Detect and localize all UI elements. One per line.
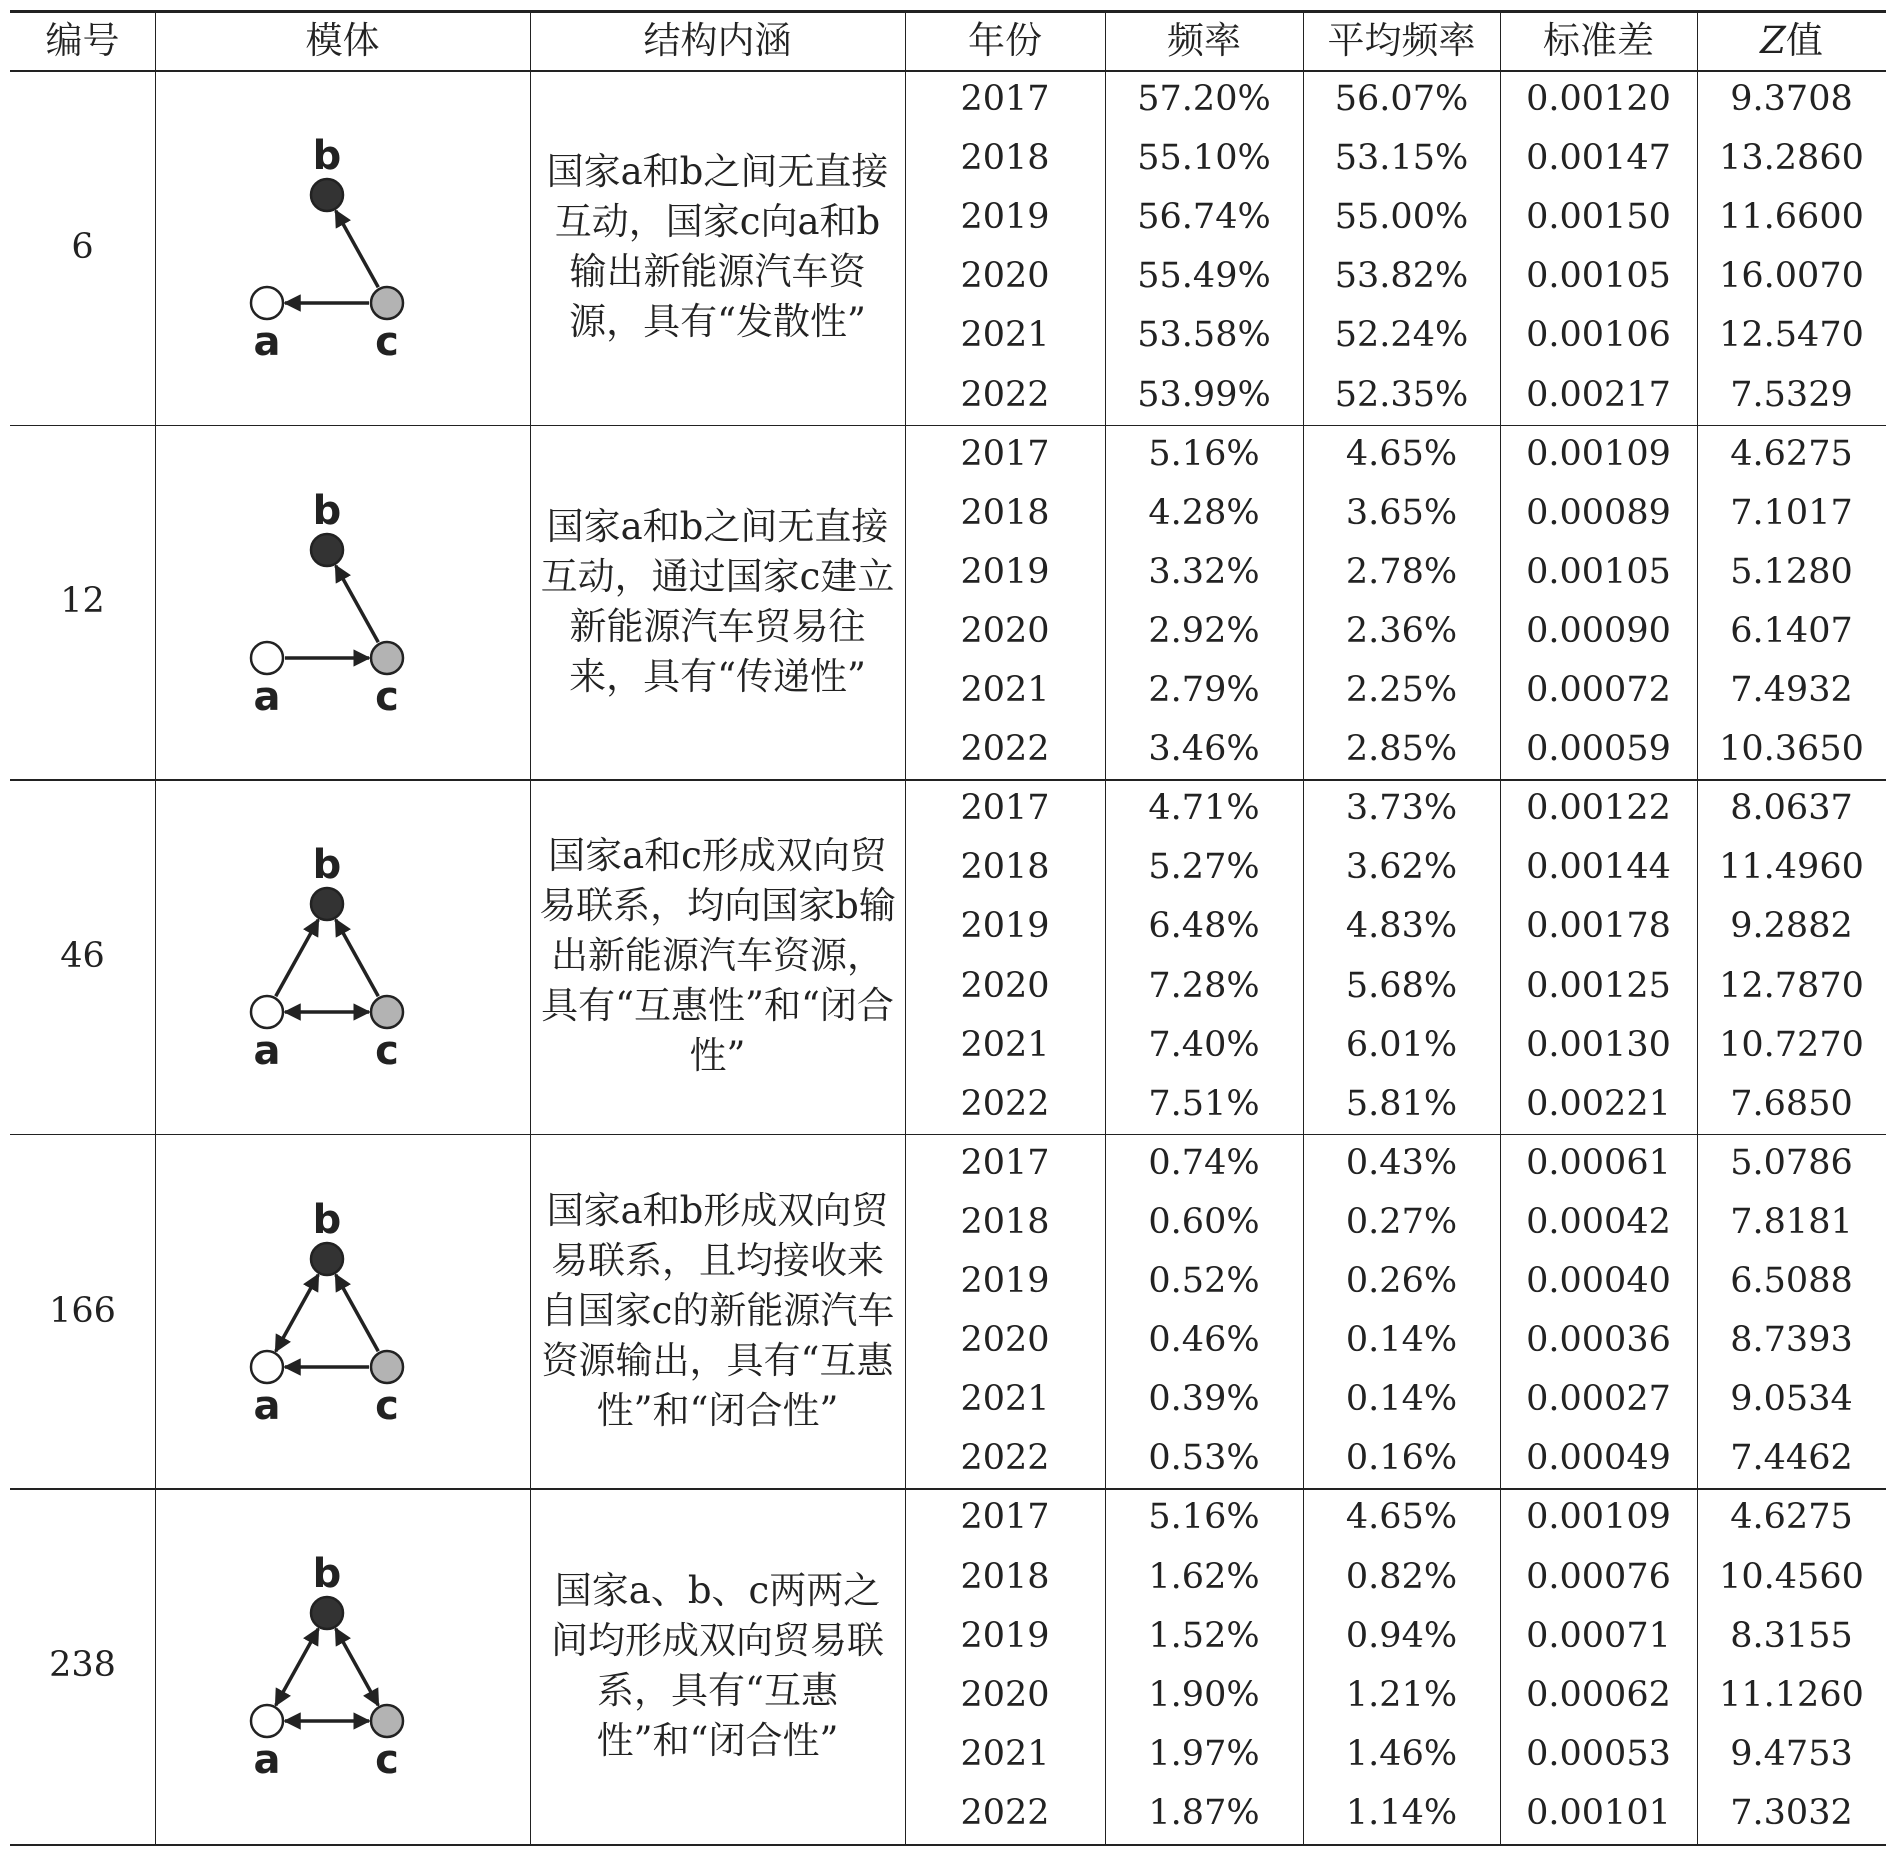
motif-diagram [202,1525,482,1805]
cell-freq: 1.97% [1148,1733,1260,1774]
cell-std: 0.00147 [1526,138,1671,179]
cell-avg: 56.07% [1334,79,1469,120]
cell-freq: 4.28% [1148,492,1260,533]
cell-z: 7.3032 [1730,1792,1853,1833]
cell-std: 0.00109 [1526,433,1671,474]
cell-z: 5.0786 [1730,1142,1853,1183]
cell-std: 0.00090 [1526,610,1671,651]
cell-std: 0.00125 [1526,965,1671,1006]
cell-z: 8.0637 [1730,788,1853,829]
cell-z: 11.4960 [1719,847,1864,888]
node-label-a: a [253,1028,281,1075]
structure-meaning [530,70,905,425]
cell-avg: 1.46% [1345,1733,1458,1774]
cell-avg: 0.26% [1345,1261,1458,1302]
cell-avg: 52.24% [1334,315,1469,356]
cell-year: 2018 [960,1556,1050,1597]
cell-freq: 5.16% [1148,433,1260,474]
cell-z: 13.2860 [1719,138,1864,179]
column-divider [155,10,156,1846]
cell-avg: 3.65% [1345,492,1458,533]
cell-avg: 3.73% [1345,788,1458,829]
table-rule [10,1844,1886,1847]
cell-year: 2020 [960,1674,1050,1715]
node-b [311,888,343,920]
structure-meaning [530,779,905,1134]
cell-z: 11.6600 [1719,197,1864,238]
cell-std: 0.00036 [1526,1320,1671,1361]
cell-year: 2021 [960,1379,1050,1420]
cell-year: 2018 [960,847,1050,888]
header-id: 编号 [45,18,120,62]
cell-year: 2021 [960,315,1050,356]
cell-std: 0.00109 [1526,1497,1671,1538]
cell-std: 0.00106 [1526,315,1671,356]
cell-std: 0.00071 [1526,1615,1671,1656]
structure-meaning [530,1488,905,1843]
structure-meaning-text: 国家a、b、c两两之间均形成双向贸易联系，具有“互惠性”和“闭合性” [551,1568,884,1762]
cell-year: 2022 [960,1083,1050,1124]
cell-freq: 0.46% [1148,1320,1260,1361]
cell-z: 7.5329 [1730,374,1853,415]
cell-avg: 2.36% [1345,610,1458,651]
cell-std: 0.00217 [1526,374,1671,415]
node-c [371,287,403,319]
cell-z: 11.1260 [1719,1674,1864,1715]
node-label-a: a [253,1737,281,1784]
cell-year: 2022 [960,374,1050,415]
motif-id: 238 [49,1645,116,1686]
cell-std: 0.00076 [1526,1556,1671,1597]
cell-avg: 2.25% [1345,670,1458,711]
cell-freq: 55.49% [1137,256,1271,297]
cell-z: 6.5088 [1730,1261,1853,1302]
cell-std: 0.00042 [1526,1201,1671,1242]
node-a [251,642,283,674]
cell-avg: 1.21% [1345,1674,1458,1715]
cell-std: 0.00027 [1526,1379,1671,1420]
cell-freq: 3.46% [1148,729,1260,770]
cell-z: 10.4560 [1719,1556,1864,1597]
cell-std: 0.00072 [1526,670,1671,711]
cell-avg: 0.82% [1345,1556,1458,1597]
cell-std: 0.00122 [1526,788,1671,829]
cell-freq: 7.51% [1148,1083,1260,1124]
structure-meaning-text: 国家a和b形成双向贸易联系，且均接收来自国家c的新能源汽车资源输出，具有“互惠性”和“闭合性” [540,1189,895,1433]
motif-diagram [202,816,482,1096]
cell-avg: 53.15% [1334,138,1469,179]
node-label-c: c [375,673,399,720]
cell-freq: 1.52% [1148,1615,1260,1656]
cell-freq: 55.10% [1137,138,1271,179]
cell-avg: 2.78% [1345,551,1458,592]
cell-freq: 5.16% [1148,1497,1260,1538]
cell-std: 0.00150 [1526,197,1671,238]
cell-avg: 0.14% [1345,1379,1458,1420]
motif-id: 166 [49,1290,116,1331]
node-label-c: c [375,1028,399,1075]
cell-year: 2018 [960,1201,1050,1242]
cell-z: 6.1407 [1730,610,1853,651]
node-label-b: b [312,842,342,889]
cell-year: 2021 [960,1733,1050,1774]
cell-z: 9.0534 [1730,1379,1853,1420]
cell-z: 12.5470 [1719,315,1864,356]
cell-std: 0.00049 [1526,1438,1671,1479]
cell-avg: 55.00% [1334,197,1469,238]
cell-avg: 4.83% [1345,906,1458,947]
cell-freq: 6.48% [1148,906,1260,947]
cell-z: 4.6275 [1730,1497,1853,1538]
cell-std: 0.00061 [1526,1142,1671,1183]
cell-z: 10.7270 [1719,1024,1864,1065]
node-label-c: c [375,1737,399,1784]
cell-year: 2018 [960,492,1050,533]
header-motif: 模体 [305,18,380,62]
cell-std: 0.00105 [1526,256,1671,297]
edge-c-b [336,920,379,997]
cell-z: 7.1017 [1730,492,1853,533]
cell-z: 9.3708 [1730,79,1853,120]
cell-z: 7.6850 [1730,1083,1853,1124]
node-a [251,996,283,1028]
structure-meaning-text: 国家a和b之间无直接互动，国家c向a和b输出新能源汽车资源，具有“发散性” [546,150,889,344]
node-b [311,179,343,211]
structure-meaning-text: 国家a和b之间无直接互动，通过国家c建立新能源汽车贸易往来，具有“传递性” [540,504,895,698]
cell-year: 2019 [960,1261,1050,1302]
node-label-b: b [312,487,342,534]
header-year: 年份 [968,18,1042,62]
cell-std: 0.00101 [1526,1792,1671,1833]
edge-a-b [276,1275,319,1352]
cell-z: 7.4932 [1730,670,1853,711]
motif-diagram [202,462,482,742]
cell-std: 0.00089 [1526,492,1671,533]
cell-freq: 2.79% [1148,670,1260,711]
cell-year: 2019 [960,551,1050,592]
cell-std: 0.00120 [1526,79,1671,120]
motif-table [10,10,1886,1846]
header-z [1697,10,1886,70]
cell-freq: 0.52% [1148,1261,1260,1302]
node-c [371,996,403,1028]
cell-year: 2018 [960,138,1050,179]
cell-freq: 1.87% [1148,1792,1260,1833]
motif-id: 12 [60,581,105,622]
motif-diagram [202,107,482,387]
node-label-b: b [312,133,342,179]
cell-year: 2021 [960,1024,1050,1065]
cell-avg: 2.85% [1345,729,1458,770]
cell-year: 2020 [960,1320,1050,1361]
node-a [251,287,283,319]
node-label-b: b [312,1551,342,1598]
cell-avg: 4.65% [1345,433,1458,474]
cell-year: 2020 [960,256,1050,297]
cell-std: 0.00053 [1526,1733,1671,1774]
node-a [251,1351,283,1383]
cell-freq: 1.62% [1148,1556,1260,1597]
cell-year: 2017 [960,788,1050,829]
cell-avg: 0.43% [1345,1142,1458,1183]
edge-c-b [336,211,379,288]
cell-z: 16.0070 [1719,256,1864,297]
cell-freq: 7.40% [1148,1024,1260,1065]
cell-std: 0.00040 [1526,1261,1671,1302]
cell-z: 7.4462 [1730,1438,1853,1479]
node-label-c: c [375,319,399,365]
header-freq: 频率 [1167,18,1241,62]
cell-freq: 0.74% [1148,1142,1260,1183]
cell-year: 2020 [960,610,1050,651]
edge-b-c [336,1629,379,1706]
cell-freq: 0.53% [1148,1438,1260,1479]
cell-avg: 0.14% [1345,1320,1458,1361]
edge-a-b [276,1629,319,1706]
cell-std: 0.00105 [1526,551,1671,592]
structure-meaning [530,425,905,780]
header-meaning: 结构内涵 [643,18,792,62]
cell-freq: 3.32% [1148,551,1260,592]
cell-year: 2022 [960,1438,1050,1479]
node-c [371,642,403,674]
cell-freq: 7.28% [1148,965,1260,1006]
cell-std: 0.00059 [1526,729,1671,770]
cell-freq: 5.27% [1148,847,1260,888]
motif-id: 6 [71,226,94,267]
cell-avg: 0.16% [1345,1438,1458,1479]
cell-freq: 53.99% [1137,374,1271,415]
cell-z: 8.7393 [1730,1320,1853,1361]
header-avg-freq: 平均频率 [1327,18,1476,62]
node-b [311,534,343,566]
structure-meaning [530,1134,905,1489]
cell-avg: 0.94% [1345,1615,1458,1656]
edge-c-b [336,1275,379,1352]
cell-avg: 3.62% [1345,847,1458,888]
node-b [311,1243,343,1275]
cell-avg: 53.82% [1334,256,1469,297]
cell-year: 2021 [960,670,1050,711]
node-c [371,1351,403,1383]
cell-year: 2022 [960,729,1050,770]
structure-meaning-text: 国家a和c形成双向贸易联系，均向国家b输出新能源汽车资源，具有“互惠性”和“闭合性” [539,834,896,1078]
motif-diagram [202,1171,482,1451]
cell-year: 2019 [960,197,1050,238]
cell-freq: 0.60% [1148,1201,1260,1242]
node-label-b: b [312,1196,342,1243]
cell-std: 0.00221 [1526,1083,1671,1124]
cell-z: 8.3155 [1730,1615,1853,1656]
cell-avg: 5.68% [1345,965,1458,1006]
cell-year: 2020 [960,965,1050,1006]
cell-avg: 5.81% [1345,1083,1458,1124]
cell-z: 5.1280 [1730,551,1853,592]
cell-freq: 57.20% [1137,79,1271,120]
motif-id: 46 [60,935,105,976]
edge-a-b [276,920,319,997]
cell-avg: 1.14% [1345,1792,1458,1833]
edge-c-b [336,565,379,642]
cell-freq: 2.92% [1148,610,1260,651]
cell-year: 2022 [960,1792,1050,1833]
header-std: 标准差 [1543,18,1654,62]
node-label-a: a [253,1382,281,1429]
cell-z: 12.7870 [1719,965,1864,1006]
cell-avg: 4.65% [1345,1497,1458,1538]
cell-z: 10.3650 [1719,729,1864,770]
cell-freq: 53.58% [1137,315,1271,356]
cell-std: 0.00130 [1526,1024,1671,1065]
cell-year: 2017 [960,79,1050,120]
cell-z: 9.4753 [1730,1733,1853,1774]
cell-avg: 6.01% [1345,1024,1458,1065]
cell-year: 2017 [960,1142,1050,1183]
node-c [371,1705,403,1737]
cell-year: 2019 [960,1615,1050,1656]
cell-z: 4.6275 [1730,433,1853,474]
cell-std: 0.00062 [1526,1674,1671,1715]
cell-freq: 4.71% [1148,788,1260,829]
cell-freq: 1.90% [1148,1674,1260,1715]
cell-avg: 0.27% [1345,1201,1458,1242]
node-a [251,1705,283,1737]
cell-year: 2017 [960,1497,1050,1538]
cell-z: 7.8181 [1730,1201,1853,1242]
cell-year: 2019 [960,906,1050,947]
node-label-a: a [253,673,281,720]
cell-freq: 0.39% [1148,1379,1260,1420]
cell-std: 0.00144 [1526,847,1671,888]
cell-z: 9.2882 [1730,906,1853,947]
node-label-c: c [375,1382,399,1429]
header-z-letter: Z [1760,18,1786,62]
cell-std: 0.00178 [1526,906,1671,947]
cell-freq: 56.74% [1137,197,1271,238]
node-b [311,1597,343,1629]
cell-avg: 52.35% [1334,374,1469,415]
header-z-suffix: 值 [1785,18,1823,62]
cell-year: 2017 [960,433,1050,474]
node-label-a: a [253,319,281,365]
